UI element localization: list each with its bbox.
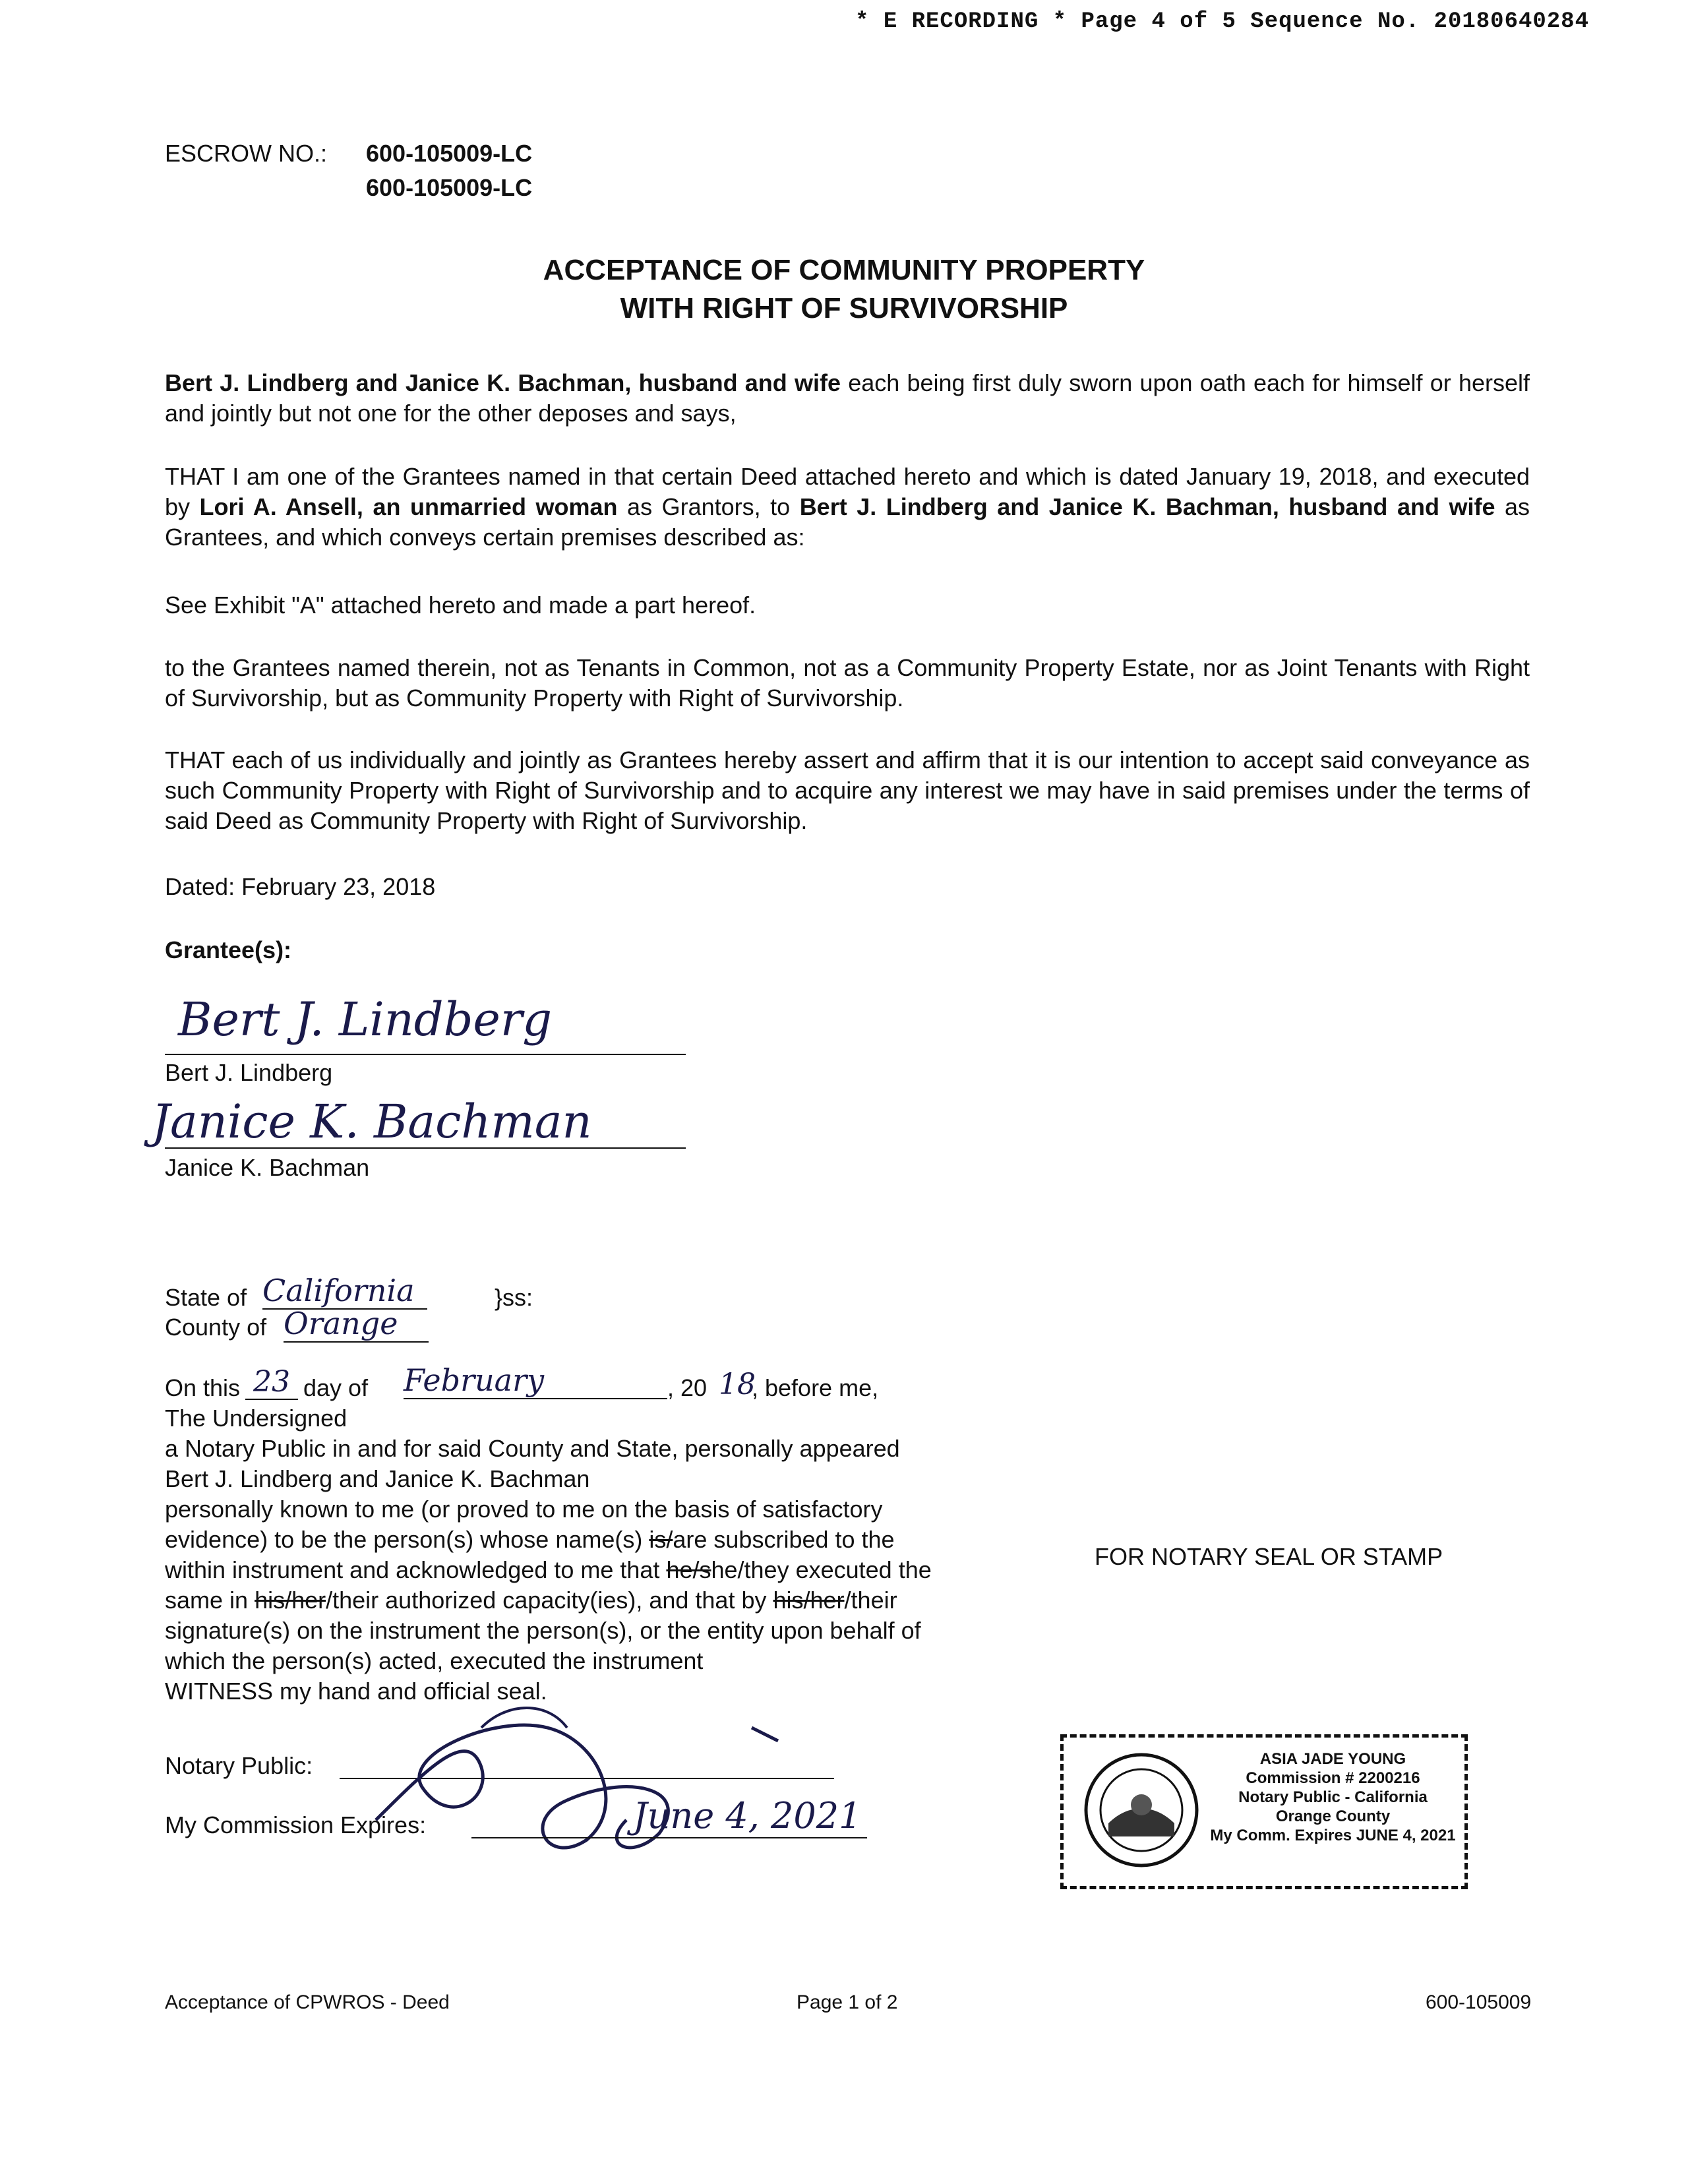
deed-text-2: as Grantors, to [617, 493, 800, 520]
escrow-label: ESCROW NO.: [165, 140, 328, 167]
notary-text-line-5 [165, 1555, 932, 1585]
appeared-names: Bert J. Lindberg and Janice K. Bachman [165, 1465, 590, 1492]
notary-text-line-3: personally known to me (or proved to me on the basis of satisfactory [165, 1496, 883, 1523]
notary-seal-caption: FOR NOTARY SEAL OR STAMP [1095, 1543, 1443, 1570]
document-title-line-2: WITH RIGHT OF SURVIVORSHIP [620, 292, 1068, 324]
notary-stamp [1060, 1734, 1468, 1889]
undersigned-label: The Undersigned [165, 1405, 347, 1432]
before-me-label: , before me, [752, 1374, 879, 1401]
escrow-number-1: 600-105009-LC [366, 140, 533, 167]
paragraph-tenancy: to the Grantees named therein, not as Tenants in Common, not as a Community Property Estate, nor as Joint Tenants with Right of Survivorship, but as Community Property with Right of Survivorship. [165, 654, 1530, 712]
paragraph-deed [165, 462, 1530, 553]
day-of-label: day of [303, 1374, 369, 1401]
recording-header: * E RECORDING * Page 4 of 5 Sequence No. 20180640284 [855, 9, 1589, 34]
strike-is: is/ [649, 1526, 673, 1553]
day-value: 23 [245, 1365, 298, 1400]
notary-signature [349, 1688, 824, 1873]
signature-line-1 [165, 1054, 686, 1055]
notary-text-line-5b: he/they executed the [711, 1556, 932, 1583]
notary-text-line-6b: /their authorized capacity(ies), and that by [326, 1587, 773, 1614]
strike-his-her-2: his/her [773, 1587, 845, 1614]
state-label: State of [165, 1284, 247, 1311]
signer-name-1: Bert J. Lindberg [165, 1059, 333, 1086]
notary-text-line-6a: same in [165, 1587, 255, 1614]
stamp-expiration: My Comm. Expires JUNE 4, 2021 [1210, 1827, 1456, 1844]
notary-public-label: Notary Public: [165, 1752, 313, 1779]
commission-expires-label: My Commission Expires: [165, 1811, 427, 1838]
year-value: 18 [719, 1368, 756, 1401]
commission-expires-value: June 4, 2021 [633, 1795, 862, 1836]
paragraph-exhibit: See Exhibit "A" attached hereto and made a part hereof. [165, 592, 756, 619]
notary-text-line-4a: evidence) to be the person(s) whose name(s) [165, 1526, 649, 1553]
notary-text-line-8: which the person(s) acted, executed the instrument [165, 1647, 704, 1674]
deposition-text: each being first duly sworn upon oath each for himself or herself and jointly but not one for the other deposes and says, [165, 369, 1530, 427]
grantor-name: Lori A. Ansell, an unmarried woman [199, 493, 618, 520]
signature-line-2 [165, 1147, 686, 1149]
paragraph-affirmation: THAT each of us individually and jointly as Grantees hereby assert and affirm that it is our intention to accept said conveyance as such Community Property with Right of Survivorship and to acquire any interest we may have in said premises under the terms of said Deed as Community Property with Right of Survivorship. [165, 746, 1530, 834]
grantees-names: Bert J. Lindberg and Janice K. Bachman, husband and wife [165, 369, 841, 396]
notary-text-line-6c: /their [844, 1587, 897, 1614]
strike-his-her-1: his/her [255, 1587, 326, 1614]
deed-text-3: as Grantees, and which conveys certain premises described as: [165, 493, 1530, 551]
notary-text-line-4 [165, 1525, 895, 1555]
paragraph-deposition [165, 368, 1530, 429]
notary-text-line-6 [165, 1585, 897, 1616]
signature-lindberg: Bert J. Lindberg [178, 992, 553, 1046]
notary-text-line-7: signature(s) on the instrument the person(s), or the entity upon behalf of [165, 1617, 921, 1644]
county-label: County of [165, 1314, 267, 1341]
footer-escrow-number: 600-105009 [1426, 1991, 1532, 2013]
year-prefix: , 20 [667, 1374, 708, 1401]
state-value: California [262, 1273, 427, 1310]
county-value: Orange [284, 1306, 429, 1343]
footer-page-number: Page 1 of 2 [797, 1991, 898, 2013]
signer-name-2: Janice K. Bachman [165, 1154, 370, 1181]
commission-expires-line [471, 1837, 867, 1838]
month-value: February [404, 1362, 667, 1399]
stamp-commission-number: Commission # 2200216 [1246, 1769, 1420, 1787]
stamp-notary-name: ASIA JADE YOUNG [1259, 1750, 1406, 1768]
document-title-line-1: ACCEPTANCE OF COMMUNITY PROPERTY [543, 254, 1145, 286]
signature-bachman: Janice K. Bachman [152, 1095, 592, 1149]
notary-text-line-5a: within instrument and acknowledged to me that [165, 1556, 667, 1583]
notary-text-line-4b: are subscribed to the [673, 1526, 895, 1553]
strike-he-s: he/s [666, 1556, 711, 1583]
stamp-text [1206, 1749, 1460, 1845]
notary-text-line-1: a Notary Public in and for said County and State, personally appeared [165, 1435, 900, 1462]
on-this-label: On this [165, 1374, 241, 1401]
dated-line: Dated: February 23, 2018 [165, 873, 436, 900]
footer-document-name: Acceptance of CPWROS - Deed [165, 1991, 450, 2013]
grantee-names: Bert J. Lindberg and Janice K. Bachman, husband and wife [799, 493, 1495, 520]
ss-label: }ss: [495, 1284, 533, 1311]
grantees-label: Grantee(s): [165, 936, 292, 963]
deed-text-1: THAT I am one of the Grantees named in that certain Deed attached hereto and which is dated January 19, 2018, and executed by [165, 463, 1530, 520]
state-seal-icon [1082, 1751, 1201, 1869]
witness-line: WITNESS my hand and official seal. [165, 1678, 547, 1705]
stamp-county: Orange County [1275, 1807, 1391, 1825]
stamp-title: Notary Public - California [1238, 1788, 1428, 1806]
escrow-number-2: 600-105009-LC [366, 174, 533, 201]
